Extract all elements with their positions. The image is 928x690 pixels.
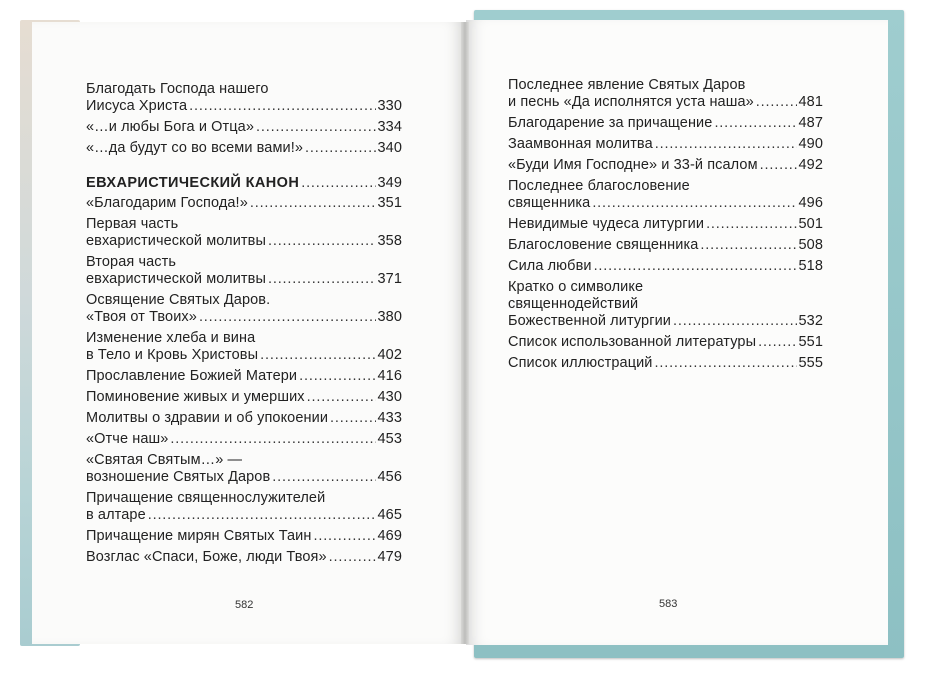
toc-page-number: 358 [377, 233, 402, 249]
toc-entry [508, 115, 823, 132]
page-number-right: 583 [659, 598, 678, 610]
toc-dot-leader [189, 98, 375, 115]
toc-entry-row [86, 347, 402, 364]
toc-entry-title: Молитвы о здравии и об упокоении [86, 410, 329, 426]
toc-dot-leader [756, 94, 797, 111]
toc-entry-title: Благословение священника [508, 237, 699, 253]
toc-dot-leader [594, 258, 797, 275]
toc-dot-leader [313, 528, 375, 545]
toc-entry [86, 490, 402, 524]
toc-dot-leader [170, 431, 375, 448]
toc-entry-title: священника [508, 195, 591, 211]
toc-page-number: 469 [377, 528, 402, 544]
toc-page-number: 501 [798, 216, 823, 232]
toc-dot-leader [199, 309, 376, 326]
toc-dot-leader [301, 175, 375, 192]
toc-entry-row [86, 469, 402, 486]
toc-entry-row [86, 98, 402, 115]
toc-dot-leader [299, 368, 375, 385]
toc-entry [508, 237, 823, 254]
toc-entry-row [508, 258, 823, 275]
toc-entry-title-line: Причащение священнослужителей [86, 490, 326, 506]
toc-entry [86, 81, 402, 115]
toc-page-number: 340 [377, 140, 402, 156]
toc-entry-row [86, 195, 402, 212]
toc-entry-row [86, 528, 402, 545]
page-number-left: 582 [235, 599, 254, 611]
toc-page-number: 334 [377, 119, 402, 135]
toc-page-number: 492 [798, 157, 823, 173]
toc-entry-row [86, 507, 402, 524]
toc-entry [86, 119, 402, 136]
toc-entry-title: Список использованной литературы [508, 334, 757, 350]
toc-entry-title-line: Освящение Святых Даров. [86, 292, 271, 308]
toc-page-number: 402 [377, 347, 402, 363]
toc-page-number: 551 [798, 334, 823, 350]
toc-entry-title: в алтаре [86, 507, 146, 523]
toc-entry-title: Прославление Божией Матери [86, 368, 298, 384]
toc-dot-leader [250, 195, 376, 212]
toc-entry [86, 195, 402, 212]
toc-list-right [508, 77, 823, 372]
toc-entry-row [508, 313, 823, 330]
toc-entry-row [508, 157, 823, 174]
toc-page-number: 453 [377, 431, 402, 447]
toc-dot-leader [700, 237, 796, 254]
toc-entry [508, 136, 823, 153]
toc-entry-row [86, 233, 402, 250]
toc-page-number: 555 [798, 355, 823, 371]
toc-entry [508, 157, 823, 174]
toc-dot-leader [706, 216, 796, 233]
toc-entry [508, 258, 823, 275]
toc-entry-title-line: Кратко о символике [508, 279, 644, 295]
toc-entry-row [86, 549, 402, 566]
toc-page-number: 465 [377, 507, 402, 523]
toc-entry [86, 528, 402, 545]
toc-entry-title: Список иллюстраций [508, 355, 653, 371]
toc-dot-leader [758, 334, 796, 351]
toc-page-number: 430 [377, 389, 402, 405]
toc-entry-row [508, 355, 823, 372]
toc-entry [86, 292, 402, 326]
toc-entry-row [86, 119, 402, 136]
toc-page-number: 490 [798, 136, 823, 152]
toc-entry [508, 279, 823, 330]
toc-entry [86, 330, 402, 364]
toc-entry-row [508, 115, 823, 132]
toc-page-number: 433 [377, 410, 402, 426]
toc-page-number: 487 [798, 115, 823, 131]
toc-list-left [86, 81, 402, 566]
toc-entry-title-line: Благодать Господа нашего [86, 81, 269, 97]
toc-entry-row [86, 175, 402, 192]
toc-entry-title: «…и любы Бога и Отца» [86, 119, 255, 135]
toc-entry [86, 216, 402, 250]
toc-page-number: 380 [377, 309, 402, 325]
toc-entry-title: «Благодарим Господа!» [86, 195, 248, 211]
toc-entry-title-line: Изменение хлеба и вина [86, 330, 256, 346]
toc-entry [86, 389, 402, 406]
toc-entry-row [508, 94, 823, 111]
toc-entry [508, 77, 823, 111]
toc-entry [86, 549, 402, 566]
toc-dot-leader [760, 157, 797, 174]
toc-entry-title-line: Последнее благословение [508, 178, 690, 194]
toc-entry-row [86, 368, 402, 385]
toc-entry-title: и песнь «Да исполнятся уста наша» [508, 94, 754, 110]
toc-entry [508, 178, 823, 212]
toc-entry-title: Возглас «Спаси, Боже, люди Твоя» [86, 549, 327, 565]
toc-dot-leader [655, 355, 797, 372]
toc-entry-title: евхаристической молитвы [86, 233, 266, 249]
toc-dot-leader [329, 549, 376, 566]
toc-dot-leader [272, 469, 375, 486]
toc-entry-row [86, 410, 402, 427]
toc-entry-title: Божественной литургии [508, 313, 671, 329]
toc-page-number: 518 [798, 258, 823, 274]
toc-entry-title-line: Последнее явление Святых Даров [508, 77, 746, 93]
toc-page-number: 508 [798, 237, 823, 253]
toc-page-number: 496 [798, 195, 823, 211]
toc-entry-title-line: «Святая Святым…» — [86, 452, 243, 468]
toc-page-number: 479 [377, 549, 402, 565]
toc-entry-title: Поминовение живых и умерших [86, 389, 305, 405]
toc-entry-title: евхаристической молитвы [86, 271, 266, 287]
toc-entry-row [508, 136, 823, 153]
toc-dot-leader [307, 389, 376, 406]
toc-dot-leader [655, 136, 797, 153]
toc-entry [86, 368, 402, 385]
toc-entry [86, 431, 402, 448]
toc-entry-title-line: Вторая часть [86, 254, 177, 270]
toc-entry [508, 355, 823, 372]
toc-dot-leader [256, 119, 375, 136]
toc-dot-leader [268, 233, 376, 250]
toc-entry-title: Заамвонная молитва [508, 136, 653, 152]
toc-entry-title: «Отче наш» [86, 431, 169, 447]
toc-entry-row [86, 140, 402, 157]
toc-entry-title: Сила любви [508, 258, 592, 274]
toc-entry-row [86, 431, 402, 448]
toc-page-number: 481 [798, 94, 823, 110]
toc-entry [86, 410, 402, 427]
toc-entry-row [86, 389, 402, 406]
toc-entry-row [508, 334, 823, 351]
toc-entry-title: «…да будут со во всеми вами!» [86, 140, 304, 156]
toc-page-number: 456 [377, 469, 402, 485]
toc-entry-row [508, 216, 823, 233]
toc-entry-title: «Твоя от Твоих» [86, 309, 197, 325]
toc-entry [508, 334, 823, 351]
toc-entry-row [508, 195, 823, 212]
book-spine-gutter [461, 22, 469, 644]
toc-entry-row [508, 237, 823, 254]
toc-page-number: 416 [377, 368, 402, 384]
toc-entry [508, 216, 823, 233]
toc-entry-title-line: Первая часть [86, 216, 179, 232]
toc-entry-title: Причащение мирян Святых Таин [86, 528, 312, 544]
toc-entry [86, 140, 402, 157]
toc-dot-leader [673, 313, 797, 330]
toc-section-heading [86, 175, 402, 192]
toc-page-number: 371 [377, 271, 402, 287]
toc-entry-title: Невидимые чудеса литургии [508, 216, 705, 232]
toc-dot-leader [260, 347, 375, 364]
toc-entry [86, 452, 402, 486]
toc-entry-title: «Буди Имя Господне» и 33-й псалом [508, 157, 758, 173]
toc-entry-title: ЕВХАРИСТИЧЕСКИЙ КАНОН [86, 175, 300, 191]
toc-dot-leader [714, 115, 796, 132]
toc-dot-leader [592, 195, 796, 212]
toc-entry-title-line: священнодействий [508, 296, 639, 312]
toc-page-number: 351 [377, 195, 402, 211]
toc-page-number: 532 [798, 313, 823, 329]
toc-entry-row [86, 309, 402, 326]
toc-dot-leader [330, 410, 375, 427]
toc-page-number: 330 [377, 98, 402, 114]
toc-page-number: 349 [377, 175, 402, 191]
toc-dot-leader [305, 140, 375, 157]
toc-entry-title: Иисуса Христа [86, 98, 188, 114]
toc-entry-title: Благодарение за причащение [508, 115, 713, 131]
toc-entry [86, 254, 402, 288]
toc-dot-leader [268, 271, 376, 288]
toc-entry-title: возношение Святых Даров [86, 469, 271, 485]
toc-entry-row [86, 271, 402, 288]
toc-dot-leader [148, 507, 376, 524]
toc-entry-title: в Тело и Кровь Христовы [86, 347, 259, 363]
